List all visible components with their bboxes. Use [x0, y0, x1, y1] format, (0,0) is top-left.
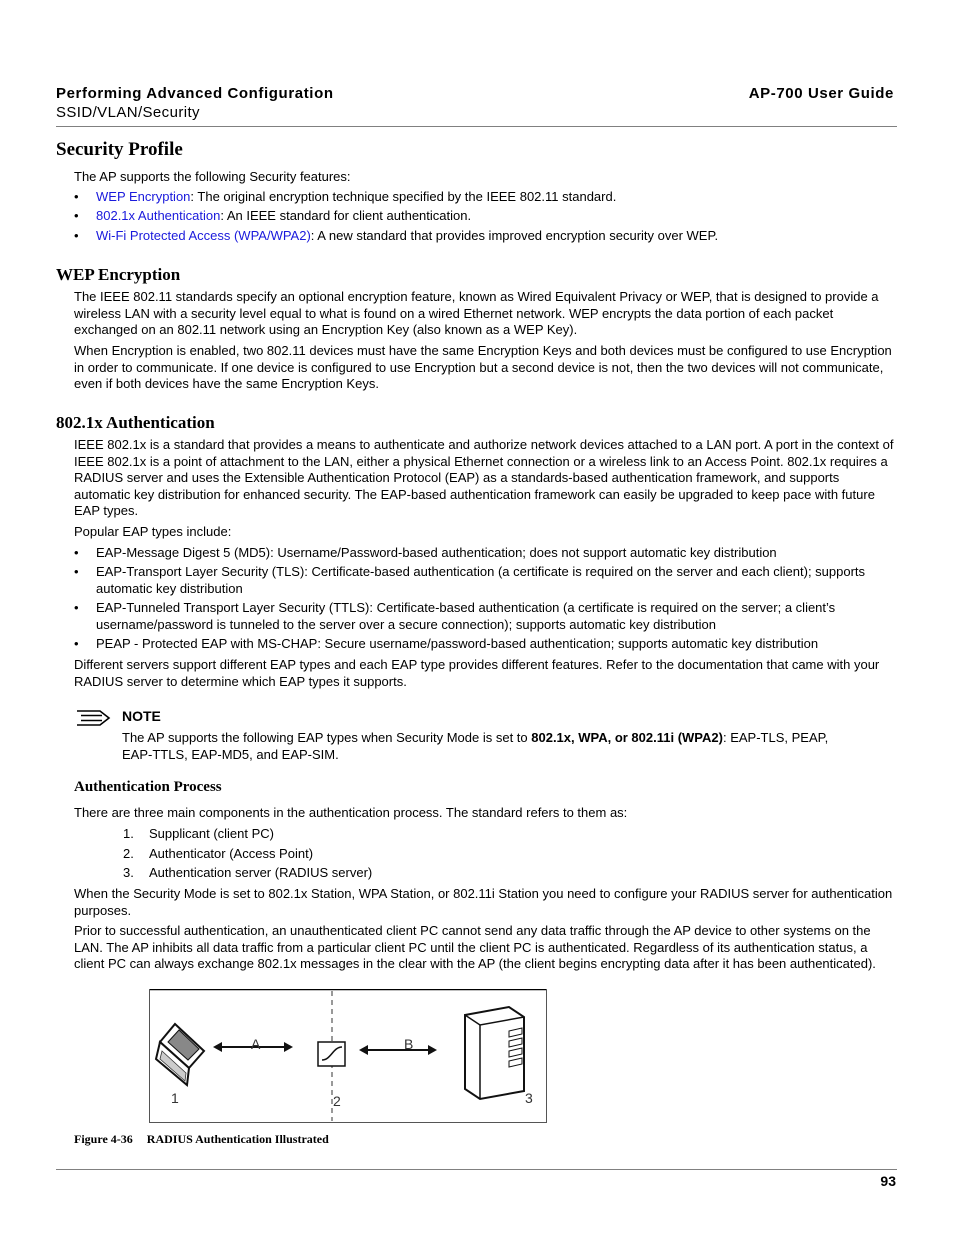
link-a-label: A — [251, 1036, 261, 1052]
popular-eap-intro: Popular EAP types include: — [74, 524, 232, 539]
wpa-link[interactable]: Wi-Fi Protected Access (WPA/WPA2) — [96, 228, 311, 243]
eap-type: PEAP - Protected EAP with MS-CHAP: Secure username/password-based authentication; supports automatic key distribution — [96, 636, 819, 651]
dot1x-authentication-link[interactable]: 802.1x Authentication — [96, 208, 221, 223]
auth-process-paragraph-2: Prior to successful authentication, an unauthenticated client PC cannot send any data traffic through the AP device to other systems on the LAN. The AP inhibits all data traffic from a particular client PC until the client PC is authenticated. Regardless of its authentication status, a client PC can always exchange 802.1x messages in the clear with the AP (the client begins encrypting data after it has been authenticated). — [74, 923, 876, 972]
section-title: SSID/VLAN/Security — [56, 104, 200, 121]
figure-caption-label: Figure 4-36 — [74, 1132, 133, 1146]
wep-paragraph-1: The IEEE 802.11 standards specify an optional encryption feature, known as Wired Equivalent Privacy or WEP, that is designed to provide a wireless LAN with a security level equal to what is found on a wired Ethernet network. WEP encrypts the data portion of each packet exchanged on an 802.11 network using an Encryption Key (also known as a WEP Key). — [74, 289, 879, 338]
note-arrow-icon — [76, 708, 112, 728]
feature-description: : A new standard that provides improved encryption security over WEP. — [310, 228, 719, 243]
feature-description: : The original encryption technique specified by the IEEE 802.11 standard. — [190, 189, 617, 204]
auth-process-paragraph-1: When the Security Mode is set to 802.1x Station, WPA Station, or 802.11i Station you need to configure your RADIUS server for authentication purposes. — [74, 886, 893, 918]
wep-heading: WEP Encryption — [56, 265, 181, 284]
eap-type: EAP-Transport Layer Security (TLS): Certificate-based authentication (a certificate is required on the server and each client); supports automatic key distribution — [96, 564, 866, 596]
figure-caption-title: RADIUS Authentication Illustrated — [146, 1132, 329, 1146]
eap-type: EAP-Tunneled Transport Layer Security (TTLS): Certificate-based authentication (a certificate is required on the server; a client’s username/password is tunneled to the server over a secure connection); supports automatic key distribution — [96, 600, 836, 632]
note-text: The AP supports the following EAP types when Security Mode is set to 802.1x, WPA, or 802.11i (WPA2): EAP-TLS, PEAP, EAP-TTLS, EAP-MD5, and EAP-SIM. — [122, 730, 829, 762]
header-rule — [56, 126, 897, 127]
server-icon — [465, 1007, 524, 1099]
page-number: 93 — [880, 1173, 896, 1189]
guide-title: AP-700 User Guide — [748, 85, 894, 102]
node-1-label: 1 — [171, 1090, 179, 1106]
footer-rule — [56, 1169, 897, 1170]
wep-paragraph-2: When Encryption is enabled, two 802.11 devices must have the same Encryption Keys and both devices must be configured to use Encryption in order to communicate. If one device is configured to use Encryption but a second device is not, then the two devices will not communicate, even if both devices have the same Encryption Keys. — [74, 343, 892, 392]
wep-encryption-link[interactable]: WEP Encryption — [96, 189, 191, 204]
feature-description: : An IEEE standard for client authentication. — [220, 208, 472, 223]
security-profile-heading: Security Profile — [56, 139, 183, 160]
auth-process-intro: There are three main components in the authentication process. The standard refers to them as: — [74, 805, 628, 820]
dot1x-paragraph-2: Different servers support different EAP types and each EAP type provides different features. Refer to the documentation that came with your RADIUS server to determine which EAP types it supports. — [74, 657, 880, 689]
link-b-label: B — [404, 1036, 414, 1052]
dot1x-heading: 802.1x Authentication — [56, 413, 215, 432]
chapter-title: Performing Advanced Configuration — [56, 85, 334, 102]
figure-caption — [74, 1132, 329, 1147]
note-label: NOTE — [122, 708, 161, 724]
laptop-icon — [156, 1024, 204, 1085]
node-3-label: 3 — [525, 1090, 533, 1106]
node-2-label: 2 — [333, 1093, 341, 1109]
security-profile-intro: The AP supports the following Security features: — [74, 169, 351, 184]
dot1x-paragraph-1: IEEE 802.1x is a standard that provides a means to authenticate and authorize network devices attached to a LAN port. A port in the context of IEEE 802.1x is a point of attachment to the LAN, either a physical Ethernet connection or a wireless link to an Access Point. 802.1x requires a RADIUS server and uses the Extensible Authentication Protocol (EAP) as a standards-based authentication framework, and supports automatic key distribution for enhanced security. The EAP-based authentication framework can easily be upgraded to keep pace with future EAP types. — [74, 437, 894, 519]
access-point-icon — [318, 1042, 345, 1066]
eap-type: EAP-Message Digest 5 (MD5): Username/Password-based authentication; does not support automatic key distribution — [96, 545, 777, 560]
radius-figure — [149, 989, 547, 1123]
auth-process-heading: Authentication Process — [74, 779, 222, 795]
